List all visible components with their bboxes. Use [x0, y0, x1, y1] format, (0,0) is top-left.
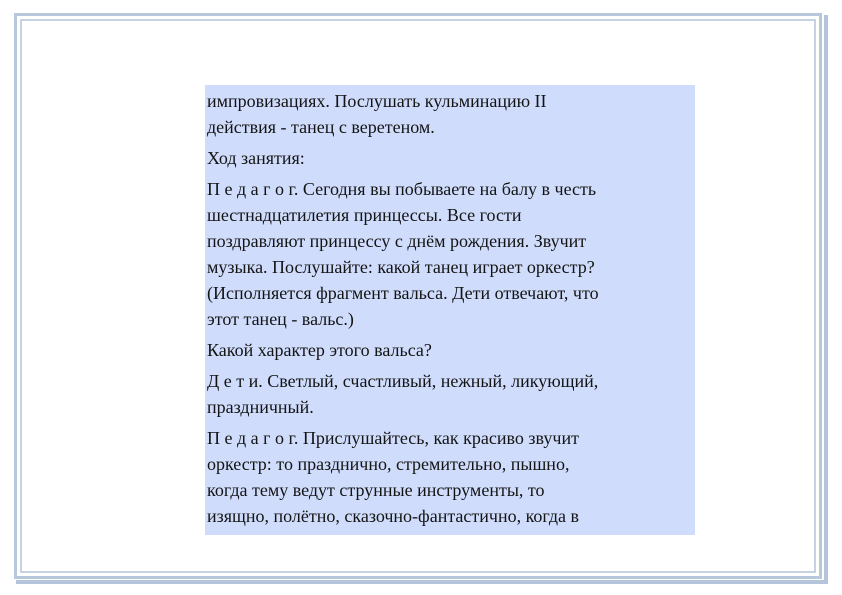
- paragraph-teacher-2: [207, 425, 693, 529]
- paragraph-intro: [207, 88, 693, 140]
- paragraph-heading: [207, 145, 693, 171]
- text-line: Ход занятия:: [207, 148, 305, 168]
- text-block: [205, 85, 695, 535]
- text-line: (Исполняется фрагмент вальса. Дети отвечают, что: [207, 283, 599, 303]
- text-line: Д е т и. Светлый, счастливый, нежный, ликующий,: [207, 371, 599, 391]
- frame-shadow-bottom: [16, 580, 828, 584]
- text-line: оркестр: то празднично, стремительно, пышно,: [207, 454, 570, 474]
- text-line: музыка. Послушайте: какой танец играет оркестр?: [207, 257, 595, 277]
- text-line: Какой характер этого вальса?: [207, 340, 432, 360]
- text-line: когда тему ведут струнные инструменты, то: [207, 480, 545, 500]
- frame-shadow-right: [824, 15, 828, 583]
- text-line: импровизациях. Послушать кульминацию II: [207, 91, 547, 111]
- text-line: П е д а г о г. Прислушайтесь, как красиво звучит: [207, 428, 579, 448]
- text-line: П е д а г о г. Сегодня вы побываете на балу в честь: [207, 179, 597, 199]
- text-line: действия - танец с веретеном.: [207, 117, 435, 137]
- text-line: этот танец - вальс.): [207, 309, 354, 329]
- paragraph-question: [207, 337, 693, 363]
- text-line: праздничный.: [207, 397, 314, 417]
- paragraph-teacher-1: [207, 176, 693, 332]
- text-line: поздравляют принцессу с днём рождения. Звучит: [207, 231, 587, 251]
- paragraph-children: [207, 368, 693, 420]
- text-line: шестнадцатилетия принцессы. Все гости: [207, 205, 522, 225]
- text-line: изящно, полётно, сказочно-фантастично, когда в: [207, 506, 580, 526]
